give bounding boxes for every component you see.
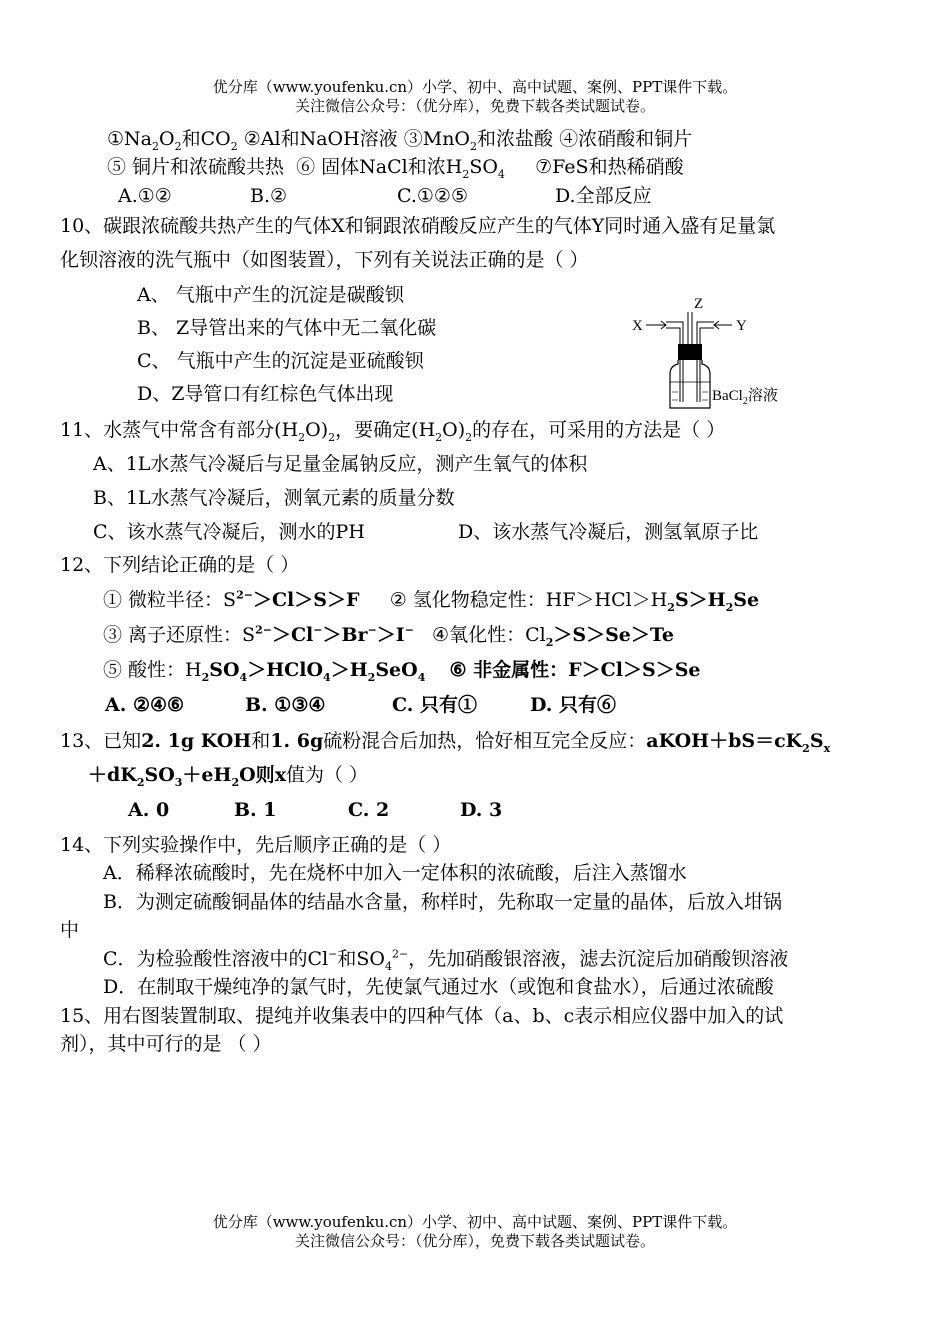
q14-option-c: C．为检验酸性溶液中的Cl−和$SO_4^{2-}$，先加硝酸银溶液，滤去沉淀后加硝酸钡溶液	[103, 947, 789, 973]
q10-option-a: A、 气瓶中产生的沉淀是碳酸钡	[137, 284, 404, 306]
q9-answer-c: C.①②⑤	[397, 185, 468, 207]
footer-line-1: 优分库（www.youfenku.cn）小学、初中、高中试题、案例、PPT课件下载。	[212, 1213, 738, 1231]
q12-stem: 12、下列结论正确的是（ ）	[60, 554, 300, 576]
q14-option-b-line-1: B．为测定硫酸铜晶体的结晶水含量，称样时，先称取一定量的晶体，后放入坩锅	[103, 891, 782, 913]
q13-answer-b: B. 1	[234, 799, 277, 821]
q10-option-d: D、Z导管口有红棕色气体出现	[137, 383, 394, 405]
footer-line-2: 关注微信公众号：（优分库），免费下载各类试题试卷。	[294, 1232, 655, 1250]
q14-option-b-line-2: 中	[60, 919, 80, 941]
q14-option-d: D．在制取干燥纯净的氯气时，先使氯气通过水（或饱和食盐水），后通过浓硫酸	[103, 976, 774, 998]
q11-option-c: C、该水蒸气冷凝后，测水的PH	[93, 521, 365, 543]
label-x: X	[632, 318, 643, 334]
q12-row-3: ⑤ 酸性：$H_2SO_4>HClO_4>H_2SeO_4$ ⑥ 非金属性：F＞Cl＞S＞Se	[103, 659, 701, 684]
q9-answer-a: A.①②	[118, 185, 172, 207]
header-line-2: 关注微信公众号：（优分库），免费下载各类试题试卷。	[294, 97, 655, 115]
q14-stem: 14、下列实验操作中，先后顺序正确的是（ ）	[60, 834, 452, 856]
wash-bottle-diagram	[628, 292, 808, 412]
q9-options-row-1: $①Na_2O_2$和$CO_2$ ②Al和NaOH溶液 ③MnO$_2$和浓盐酸 ④浓硝酸和铜片	[107, 128, 693, 153]
q12-answer-b: B. ①③④	[245, 694, 326, 716]
q15-stem-line-2: 剂），其中可行的是 （ ）	[60, 1033, 272, 1055]
q9-answer-d: D.全部反应	[555, 185, 652, 207]
q10-option-b: B、 Z导管出来的气体中无二氧化碳	[137, 317, 437, 339]
q9-answer-b: B.②	[250, 185, 288, 207]
label-z: Z	[694, 296, 704, 312]
q15-stem-line-1: 15、用右图装置制取、提纯并收集表中的四种气体（a、b、c表示相应仪器中加入的试	[60, 1005, 784, 1027]
q10-stem-line-1: 10、碳跟浓硫酸共热产生的气体X和铜跟浓硝酸反应产生的气体Y同时通入盛有足量氯	[60, 215, 776, 237]
q13-answer-d: D. 3	[460, 799, 503, 821]
q11-option-b: B、1L水蒸气冷凝后，测氧元素的质量分数	[93, 487, 455, 509]
q13-stem-line-1: 13、已知2. 1g KOH和1. 6g硫粉混合后加热，恰好相互完全反应：$aKOH+bS=cK_2S_x$	[60, 730, 831, 755]
q11-option-a: A、1L水蒸气冷凝后与足量金属钠反应，测产生氧气的体积	[93, 453, 588, 475]
q12-answer-d: D. 只有⑥	[530, 694, 617, 716]
header-line-1: 优分库（www.youfenku.cn）小学、初中、高中试题、案例、PPT课件下载。	[212, 78, 738, 96]
q13-answer-a: A. 0	[128, 799, 170, 821]
q10-option-c: C、 气瓶中产生的沉淀是亚硫酸钡	[137, 350, 424, 372]
q10-stem-line-2: 化钡溶液的洗气瓶中（如图装置），下列有关说法正确的是（ ）	[60, 249, 589, 271]
q12-row-1: ① 微粒半径：$S^{2-}>Cl>S>F$ ② 氢化物稳定性：$HF>HCl>H_2S>H_2Se$	[103, 588, 760, 614]
solution-label: BaCl$_2$溶液	[712, 388, 778, 407]
q12-answer-c: C. 只有①	[392, 694, 478, 716]
q11-stem: 11、水蒸气中常含有部分$(H_2O)_2$，要确定$(H_2O)_2$的存在，可采用的方法是（ ）	[60, 419, 726, 444]
q12-row-2: ③ 离子还原性：$S^{2-}>Cl^->Br^->I^-$ ④氧化性：$Cl_2>S>Se>Te$	[103, 623, 674, 649]
q9-options-row-2: ⑤ 铜片和浓硫酸共热 ⑥ 固体NaCl和浓$H_2SO_4$ ⑦FeS和热稀硝酸	[107, 156, 684, 181]
q13-answer-c: C. 2	[348, 799, 390, 821]
q11-option-d: D、该水蒸气冷凝后，测氢氧原子比	[458, 521, 759, 543]
label-y: Y	[736, 318, 747, 334]
q13-stem-line-2: $+dK_2SO_3+eH_2O$则x值为（ ）	[88, 764, 369, 789]
q12-answer-a: A. ②④⑥	[105, 694, 185, 716]
q14-option-a: A．稀释浓硫酸时，先在烧杯中加入一定体积的浓硫酸，后注入蒸馏水	[103, 862, 687, 884]
